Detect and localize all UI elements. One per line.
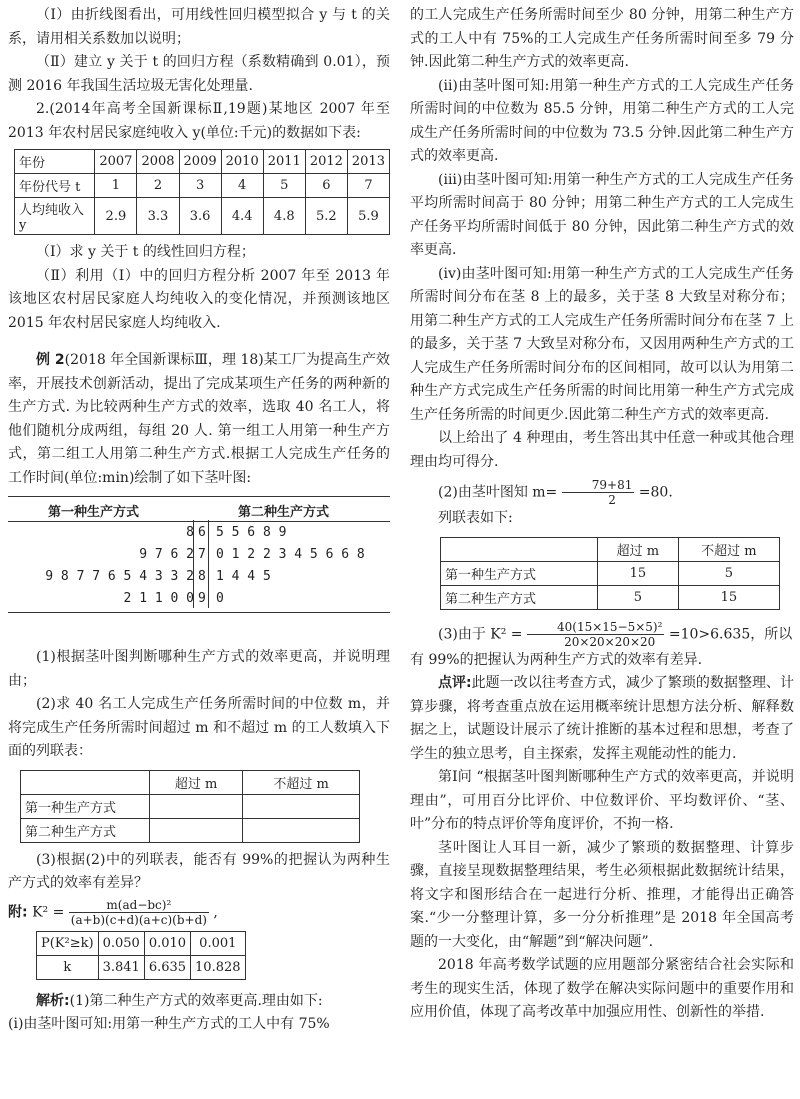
table-cell: 人均纯收入 y xyxy=(15,198,95,235)
table-cell: 第二种生产方式 xyxy=(21,818,150,842)
table-cell: 第二种生产方式 xyxy=(441,585,598,609)
median-fraction xyxy=(562,478,635,507)
paragraph: (ii)由茎叶图可知:用第一种生产方式的工人完成生产任务所需时间的中位数为 85.5 分钟，用第二种生产方式的工人完成生产任务所需时间的中位数为 73.5 分钟.因此第二种生产方式的效率更高. xyxy=(410,77,794,164)
table-row xyxy=(15,174,390,198)
table-cell: 2013 xyxy=(347,150,389,174)
paragraph: 2.(2014年高考全国新课标Ⅱ,19题)某地区 2007 年至 2013 年农村居民家庭纯收入 y(单位:千元)的数据如下表: xyxy=(8,101,390,141)
question: (1)根据茎叶图判断哪种生产方式的效率更高，并说明理由； xyxy=(8,649,390,689)
table-cell: 2007 xyxy=(95,150,137,174)
k2-text: (3)由于 K² = xyxy=(438,626,523,642)
critical-value-table xyxy=(36,931,246,980)
left-leaves: 8 xyxy=(186,525,194,540)
right-column xyxy=(410,4,794,1025)
fraction-denominator: 2 xyxy=(608,493,616,507)
table-cell xyxy=(150,794,243,818)
formula-numerator: m(ad−bc)² xyxy=(69,898,209,913)
formula-tail: , xyxy=(213,904,218,920)
appendix-label: 附: xyxy=(8,904,28,920)
table-cell xyxy=(243,794,360,818)
formula-lhs: K² = xyxy=(32,904,65,920)
table-cell: 4.4 xyxy=(221,198,263,235)
table-row xyxy=(21,794,360,818)
example-text: (2018 年全国新课标Ⅲ，理 18)某工厂为提高生产效率，开展技术创新活动，提出了完成某项生产任务的两种新的生产方式. 为比较两种生产方式的效率，选取 40 名工人，将他们随机分成两组，每组 20 人. 第一组工人用第一种生产方式，第二组工人用第二种生产方式.根据工人完成生产任务的工作时间(单位:min)绘制了如下茎叶图: xyxy=(8,352,390,486)
table-row xyxy=(441,537,780,561)
table-row xyxy=(21,818,360,842)
table-cell xyxy=(21,770,150,794)
table-cell: 6.635 xyxy=(144,955,190,979)
table-cell: 不超过 m xyxy=(678,537,779,561)
table-row xyxy=(37,931,246,955)
table-cell: 3 xyxy=(179,174,221,198)
table-row xyxy=(15,150,390,174)
paragraph: 第Ⅰ问 “根据茎叶图判断哪种生产方式的效率更高，并说明理由”，可用百分比评价、中位数评价、平均数评价、“茎、叶”分布的特点评价等角度评价，不拘一格. xyxy=(410,769,794,832)
table-cell: 5 xyxy=(263,174,305,198)
paragraph: 列联表如下: xyxy=(438,510,513,526)
left-leaves: 9 7 6 2 xyxy=(139,547,194,562)
right-leaves: 0 1 2 2 3 4 5 6 6 8 xyxy=(216,547,365,562)
formula-fraction xyxy=(69,898,209,927)
table-cell: 2009 xyxy=(179,150,221,174)
table-cell: 2011 xyxy=(263,150,305,174)
left-leaves: 9 8 7 7 6 5 4 3 3 2 xyxy=(45,569,194,584)
stem-leaf-plot xyxy=(8,496,390,636)
paragraph: 的工人完成生产任务所需时间至少 80 分钟，用第二种生产方式的工人中有 75%的工人完成生产任务所需时间至多 79 分钟.因此第二种生产方式的效率更高. xyxy=(410,7,794,70)
k2-line xyxy=(410,620,794,649)
right-leaves: 5 5 6 8 9 xyxy=(216,525,287,540)
left-leaves: 2 1 1 0 0 xyxy=(123,591,194,606)
table-cell: 4 xyxy=(221,174,263,198)
contingency-table-blank xyxy=(20,770,360,843)
table-cell: 5 xyxy=(678,561,779,585)
stem-row xyxy=(8,544,390,566)
table-cell: 0.050 xyxy=(98,931,144,955)
paragraph: (iii)由茎叶图可知:用第一种生产方式的工人完成生产任务平均所需时间高于 80 分钟；用第二种生产方式的工人完成生产任务平均所需时间低于 80 分钟，因此第二种生产方式的效率更高. xyxy=(410,171,794,258)
paragraph: 有 99%的把握认为两种生产方式的效率有差异. xyxy=(410,651,703,668)
stem-leaf-header xyxy=(8,496,390,522)
table-cell: k xyxy=(37,955,99,979)
table-cell: 6 xyxy=(305,174,347,198)
paragraph: （Ⅰ）由折线图看出，可用线性回归模型拟合 y 与 t 的关系，请用相关系数加以说明； xyxy=(8,7,390,47)
paragraph: 以上给出了 4 种理由，考生答出其中任意一种或其他合理理由均可得分. xyxy=(410,430,794,470)
solution-text: (1)第二种生产方式的效率更高.理由如下: xyxy=(69,992,323,1009)
table-row xyxy=(441,561,780,585)
contingency-table-filled xyxy=(440,537,780,610)
table-cell: 2010 xyxy=(221,150,263,174)
table-cell: 15 xyxy=(598,561,679,585)
comment-text: 此题一改以往考查方式，减少了繁琐的数据整理、计算步骤，将考查重点放在运用概率统计思想方法分析、解释数据之上，试题设计展示了统计推断的基本过程和思想，考查了学生的独立思考，自主探索，发挥主观能动性的能力. xyxy=(410,675,794,762)
table-cell: 2012 xyxy=(305,150,347,174)
table-cell: 4.8 xyxy=(263,198,305,235)
stem-value: 9 xyxy=(198,591,206,606)
table-cell: 10.828 xyxy=(191,955,246,979)
paragraph: (iv)由茎叶图可知:用第一种生产方式的工人完成生产任务所需时间分布在茎 8 上的最多，关于茎 8 大致呈对称分布；用第二种生产方式的工人完成生产任务所需时间分布在茎 7 上的最多，关于茎 7 大致呈对称分布，又因用两种生产方式的工人完成生产任务所需时间分布的区间相同，故可以认为用第二种生产方式完成生产任务所需的时间比用第一种生产方式完成生产任务所需的时间更少.因此第二种生产方式的效率更高. xyxy=(410,265,794,423)
table-cell: 3.3 xyxy=(137,198,179,235)
table-row xyxy=(15,198,390,235)
question: (2)求 40 名工人完成生产任务所需时间的中位数 m，并将完成生产任务所需时间超过 m 和不超过 m 的工人数填入下面的列联表： xyxy=(8,696,390,759)
table-cell: 超过 m xyxy=(150,770,243,794)
table-cell xyxy=(243,818,360,842)
solution-paragraph xyxy=(8,990,390,1014)
table-cell: 5 xyxy=(598,585,679,609)
table-cell: 年份 xyxy=(15,150,95,174)
table-row xyxy=(441,585,780,609)
stem-row xyxy=(8,522,390,544)
stem-value: 8 xyxy=(198,569,206,584)
k2-result: =10>6.635，所以 xyxy=(668,626,793,642)
fraction-denominator: 20×20×20×20 xyxy=(564,634,656,649)
income-table xyxy=(14,149,390,235)
median-line xyxy=(410,478,794,507)
right-leaves: 1 4 4 5 xyxy=(216,569,271,584)
stem-row xyxy=(8,566,390,588)
right-leaves: 0 xyxy=(216,591,224,606)
example-label: 例 2 xyxy=(36,352,65,368)
table-cell: 0.010 xyxy=(144,931,190,955)
paragraph: （Ⅰ）求 y 关于 t 的线性回归方程； xyxy=(36,244,255,260)
fraction-numerator: 40(15×15−5×5)² xyxy=(527,620,664,635)
table-cell: 年份代号 t xyxy=(15,174,95,198)
table-cell: 15 xyxy=(678,585,779,609)
right-header: 第二种生产方式 xyxy=(238,505,330,520)
paragraph: （Ⅱ）利用（Ⅰ）中的回归方程分析 2007 年至 2013 年该地区农村居民家庭人均纯收入的变化情况，并预测该地区 2015 年农村居民家庭人均纯收入. xyxy=(8,267,390,331)
table-cell: 0.001 xyxy=(191,931,246,955)
table-cell: 超过 m xyxy=(598,537,679,561)
example-paragraph xyxy=(8,349,390,490)
paragraph: （Ⅱ）建立 y 关于 t 的回归方程（系数精确到 0.01），预测 2016 年我国生活垃圾无害化处理量. xyxy=(8,54,390,94)
comment-paragraph xyxy=(410,672,794,766)
stem-row xyxy=(8,588,390,610)
table-cell: P(K²≥k) xyxy=(37,931,99,955)
paragraph: 2018 年高考数学试题的应用题部分紧密结合社会实际和考生的现实生活，体现了数学在解决实际问题中的重要作用和应用价值，体现了高考改革中加强应用性、创新性的举措. xyxy=(410,957,794,1020)
fraction-numerator: 79+81 xyxy=(562,478,635,493)
table-cell: 第一种生产方式 xyxy=(441,561,598,585)
median-result: =80. xyxy=(638,484,673,501)
table-cell: 5.2 xyxy=(305,198,347,235)
table-cell: 7 xyxy=(347,174,389,198)
table-cell xyxy=(150,818,243,842)
table-cell: 2008 xyxy=(137,150,179,174)
table-cell: 2 xyxy=(137,174,179,198)
left-column xyxy=(8,4,390,1037)
paragraph: (i)由茎叶图可知:用第一种生产方式的工人中有 75% xyxy=(8,1016,330,1032)
median-text: (2)由茎叶图知 m= xyxy=(438,484,558,501)
table-cell: 1 xyxy=(95,174,137,198)
stem-value: 6 xyxy=(198,525,206,540)
table-cell: 2.9 xyxy=(95,198,137,235)
question: (3)根据(2)中的列联表，能否有 99%的把握认为两种生产方式的效率有差异？ xyxy=(8,851,390,891)
table-cell: 3.6 xyxy=(179,198,221,235)
stem-bottom-rule xyxy=(8,612,390,613)
table-cell: 第一种生产方式 xyxy=(21,794,150,818)
table-cell xyxy=(441,537,598,561)
comment-label: 点评: xyxy=(438,675,472,691)
appendix-formula xyxy=(8,898,390,927)
table-row xyxy=(21,770,360,794)
solution-label: 解析: xyxy=(36,992,70,1009)
table-cell: 3.841 xyxy=(98,955,144,979)
table-cell: 不超过 m xyxy=(243,770,360,794)
left-header: 第一种生产方式 xyxy=(48,505,140,520)
stem-value: 7 xyxy=(198,547,206,562)
k2-fraction xyxy=(527,620,664,649)
paragraph: 茎叶图让人耳目一新，减少了繁琐的数据整理、计算步骤，直接呈现数据整理结果，考生必须根据此数据统计结果，将文字和图形结合在一起进行分析、推理，才能得出正确答案.“少一分整理计算，多一分分析推理”是 2018 年全国高考题的一大变化，由“解题”到“解决问题”. xyxy=(410,839,794,950)
formula-denominator: (a+b)(c+d)(a+c)(b+d) xyxy=(70,912,207,927)
table-row xyxy=(37,955,246,979)
table-cell: 5.9 xyxy=(347,198,389,235)
